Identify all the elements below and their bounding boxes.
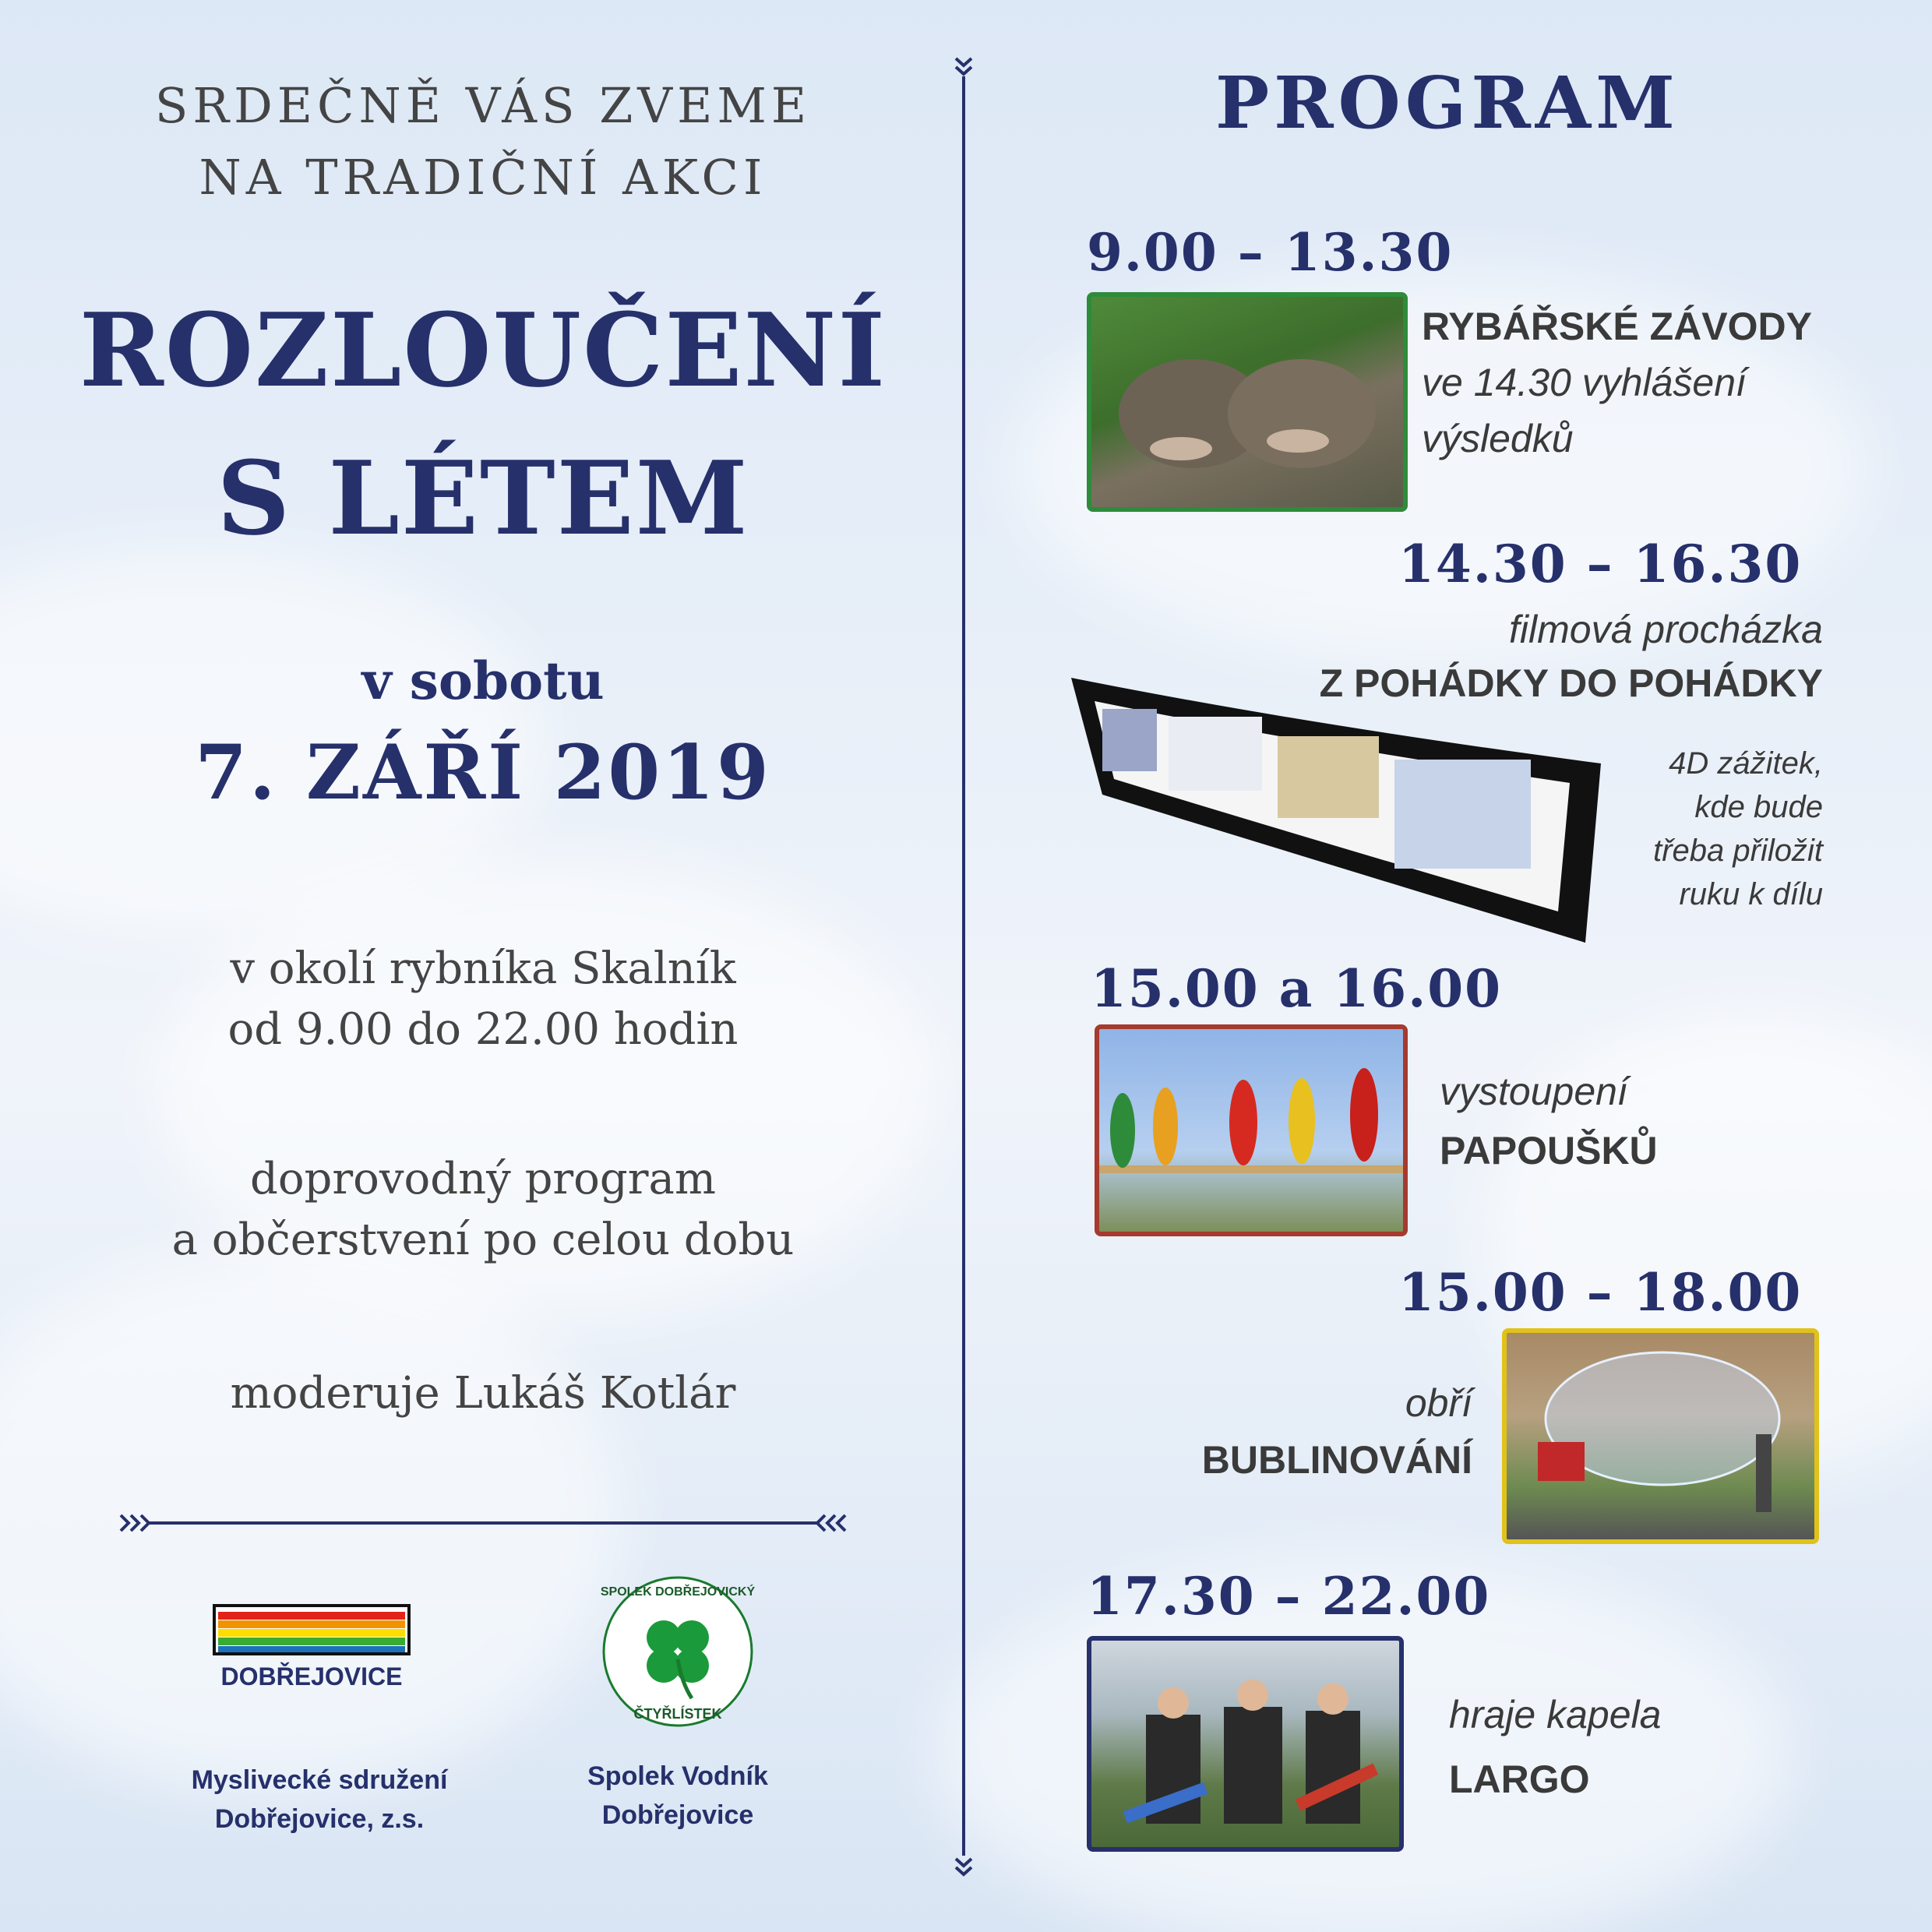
duha-logo-text: DOBŘEJOVICE bbox=[220, 1662, 403, 1690]
accompanying-program bbox=[31, 1149, 935, 1271]
note-line: ruku k dílu bbox=[1679, 877, 1823, 911]
program-event-sub: výsledků bbox=[1422, 417, 1574, 460]
program-time: 15.00 a 16.00 bbox=[1091, 958, 1503, 1019]
program-time: 14.30 – 16.30 bbox=[1398, 534, 1803, 594]
program-event-sub: ve 14.30 vyhlášení bbox=[1422, 361, 1747, 404]
program-event-title: Z POHÁDKY DO POHÁDKY bbox=[1319, 661, 1823, 705]
note-line: 4D zážitek, bbox=[1669, 746, 1823, 781]
program-event-pre: filmová procházka bbox=[1509, 608, 1823, 651]
location-line: v okolí rybníka Skalník bbox=[230, 943, 736, 994]
program-event-pre: hraje kapela bbox=[1449, 1693, 1662, 1736]
program-time: 17.30 – 22.00 bbox=[1087, 1566, 1491, 1627]
bubbles-photo bbox=[1502, 1328, 1819, 1544]
location-line: od 9.00 do 22.00 hodin bbox=[227, 1004, 739, 1055]
organizer-line: Dobřejovice, z.s. bbox=[214, 1804, 425, 1834]
note-line: kde bude bbox=[1694, 790, 1823, 824]
parrots-image bbox=[1099, 1029, 1403, 1232]
film-strip-image bbox=[1071, 670, 1601, 950]
program-event-title: BUBLINOVÁNÍ bbox=[1201, 1438, 1472, 1482]
day-label: v sobotu bbox=[361, 650, 605, 711]
program-event-title: PAPOUŠKŮ bbox=[1440, 1129, 1658, 1172]
ctyrlistek-top-text: SPOLEK DOBŘEJOVICKÝ bbox=[600, 1585, 756, 1599]
program-time: 9.00 – 13.30 bbox=[1087, 222, 1454, 283]
location bbox=[31, 939, 935, 1060]
organizer-myslivecke bbox=[164, 1761, 475, 1839]
event-title-line: S LÉTEM bbox=[217, 439, 749, 558]
program-event-pre: vystoupení bbox=[1440, 1070, 1628, 1113]
ctyrlistek-bottom-text: ČTYŘLÍSTEK bbox=[633, 1706, 722, 1722]
bubbles-image bbox=[1507, 1333, 1814, 1539]
invitation-line: NA TRADIČNÍ AKCI bbox=[199, 149, 767, 206]
organizer-line: Spolek Vodník bbox=[587, 1761, 768, 1791]
event-date: 7. ZÁŘÍ 2019 bbox=[195, 728, 771, 816]
invitation bbox=[31, 70, 935, 213]
program-event-title: RYBÁŘSKÉ ZÁVODY bbox=[1422, 305, 1812, 348]
event-title bbox=[31, 277, 935, 573]
organizer-line: Dobřejovice bbox=[601, 1800, 754, 1830]
ctyrlistek-logo bbox=[600, 1574, 756, 1729]
program-event-title: LARGO bbox=[1449, 1757, 1590, 1801]
program-time: 15.00 – 18.00 bbox=[1398, 1262, 1803, 1323]
accompanying-line: a občerstvení po celou dobu bbox=[171, 1215, 795, 1265]
accompanying-line: doprovodný program bbox=[249, 1154, 717, 1204]
band-image bbox=[1091, 1641, 1399, 1847]
moderator: moderuje Lukáš Kotlár bbox=[230, 1368, 736, 1419]
band-photo bbox=[1087, 1636, 1404, 1852]
program-event-pre: obří bbox=[1405, 1381, 1472, 1425]
note-line: třeba přiložit bbox=[1653, 834, 1823, 868]
program-event-note bbox=[1653, 742, 1823, 916]
parrots-photo bbox=[1095, 1024, 1408, 1236]
fishing-photo bbox=[1087, 292, 1408, 512]
organizer-line: Myslivecké sdružení bbox=[191, 1765, 448, 1795]
event-title-line: ROZLOUČENÍ bbox=[79, 291, 887, 410]
vertical-divider bbox=[952, 55, 975, 1877]
invitation-line: SRDEČNĚ VÁS ZVEME bbox=[154, 77, 812, 134]
horizontal-divider bbox=[117, 1511, 849, 1535]
organizer-vodnik bbox=[545, 1757, 810, 1835]
catfish-image bbox=[1091, 297, 1403, 507]
program-title: PROGRAM bbox=[1215, 61, 1680, 145]
duha-logo bbox=[210, 1601, 413, 1694]
